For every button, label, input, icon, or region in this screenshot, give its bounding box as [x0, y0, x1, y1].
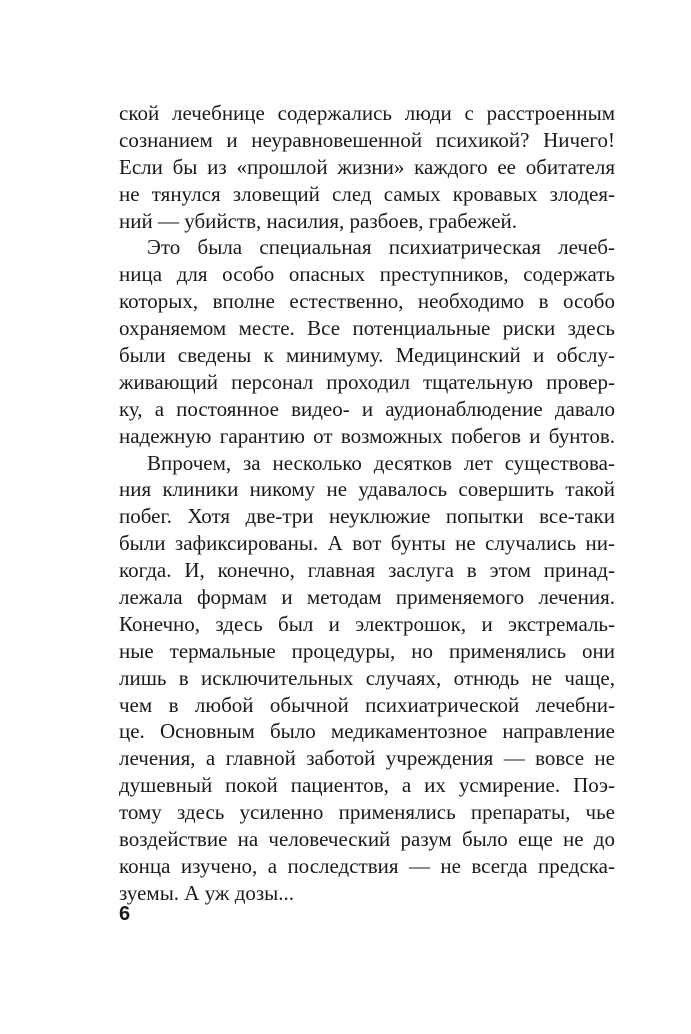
text-line: ку, а постоянное видео- и аудионаблюдение давало: [119, 396, 615, 421]
text-line: душевный покой пациентов, а их усмирение. Поэ-: [119, 773, 615, 798]
text-line: надежную гарантию от возможных побегов и бунтов.: [119, 423, 615, 448]
text-line: побег. Хотя две-три неуклюжие попытки все-таки: [119, 504, 615, 529]
text-line: Это была специальная психиатрическая лечеб-: [147, 235, 615, 260]
text-line: лишь в исключительных случаях, отнюдь не чаще,: [119, 665, 615, 690]
text-line: воздействие на человеческий разум было еще не до: [119, 827, 615, 852]
text-line: ные термальные процедуры, но применялись они: [119, 638, 615, 663]
text-line: ница для особо опасных преступников, содержать: [119, 262, 615, 287]
text-line: Конечно, здесь был и электрошок, и экстремаль-: [119, 611, 615, 636]
text-line: Впрочем, за несколько десятков лет существова-: [147, 450, 615, 475]
text-line: которых, вполне естественно, необходимо в особо: [119, 289, 615, 314]
text-line: конца изучено, а последствия — не всегда предска-: [119, 853, 615, 878]
text-line: чем в любой обычной психиатрической лечебни-: [119, 692, 615, 717]
text-line: ний — убийств, насилия, разбоев, грабежей.: [119, 208, 518, 233]
text-line: были сведены к минимуму. Медицинский и обслу-: [119, 343, 615, 368]
page-number: 6: [119, 903, 131, 925]
text-line: не тянулся зловещий след самых кровавых злодея-: [119, 181, 615, 206]
text-line: охраняемом месте. Все потенциальные риски здесь: [119, 316, 615, 341]
text-line: ния клиники никому не удавалось совершить такой: [119, 477, 615, 502]
text-line: живающий персонал проходил тщательную провер-: [119, 369, 615, 394]
text-line: сознанием и неуравновешенной психикой? Ничего!: [119, 127, 615, 152]
body-text: [119, 100, 615, 907]
text-line: ской лечебнице содержались люди с расстроенным: [119, 101, 615, 125]
text-line: зуемы. А уж дозы...: [119, 880, 295, 905]
text-line: лечения, а главной заботой учреждения — вовсе не: [119, 746, 615, 771]
text-line: тому здесь усиленно применялись препараты, чье: [119, 800, 615, 825]
text-line: когда. И, конечно, главная заслуга в этом принад-: [119, 558, 615, 583]
text-line: це. Основным было медикаментозное направление: [119, 719, 615, 744]
text-line: были зафиксированы. А вот бунты не случались ни-: [119, 531, 615, 556]
text-line: Если бы из «прошлой жизни» каждого ее обитателя: [119, 154, 615, 179]
text-line: лежала формам и методам применяемого лечения.: [119, 585, 615, 610]
